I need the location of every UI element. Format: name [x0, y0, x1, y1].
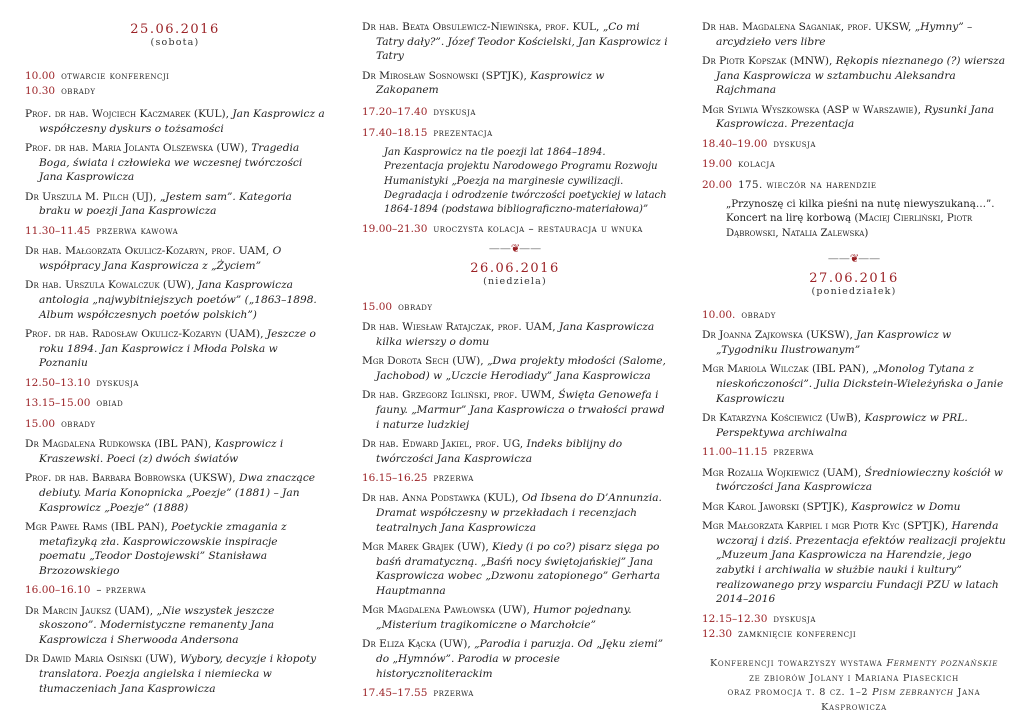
date-heading: 27.06.2016: [809, 270, 899, 286]
talk-item: [362, 320, 668, 349]
session-label: dyskusja: [96, 377, 139, 389]
talk-item: [362, 637, 668, 681]
talk-title: Poetyckie zmagania z metafizyką zła. Kasprowiczowskie inspiracje poematu „Teodor Dostojewski” Stanisława Brzozowskiego: [39, 520, 287, 577]
talk-title: Kiedy (i po co?) pisarz sięga po baśń dramatyczną. „Baśń nocy świętojańskiej” Jana Kasprowicza wobec „Dzwonu zatopionego” Gerharta Hauptmanna: [376, 541, 661, 598]
date-heading: 26.06.2016: [470, 260, 560, 276]
speaker: Dr Urszula M. Pilch (UJ),: [25, 190, 157, 203]
speaker: Mgr Marek Grajek (UW),: [362, 541, 489, 554]
foot-text: Jana Kasprowicza: [821, 687, 981, 713]
talk-title: Kasprowicz w Zakopanem: [376, 69, 605, 97]
talk-item: [702, 466, 1006, 495]
day-name: (niedziela): [483, 275, 547, 287]
speaker: Mgr Rozalia Wojkiewicz (UAM),: [702, 466, 862, 479]
presentation-description: Jan Kasprowicz na tle poezji lat 1864–1894. Prezentacja projektu Narodowego Programu Rozwoju Humanistyki „Poezja na marginesie cywilizacji. Degradacja i odrodzenie twórczości poetyckiej w latach 1864-1894 (podstawa bibliograficzno-materiałowa)”: [384, 147, 667, 215]
speaker: Mgr Magdalena Pawłowska (UW),: [362, 604, 530, 617]
talk-title: „Parodia i paruzja. Od „Jęku ziemi” do „Hymnów”. Parodia w procesie historycznoliterackim: [376, 638, 664, 680]
time: 10.00: [25, 70, 56, 82]
talk-item: [25, 244, 325, 273]
talk-item: [25, 437, 325, 466]
talk-title: Od Ibsena do D’Annunzia. Dramat współczesny w przekładach i recenzjach teatralnych Jana Kasprowicza: [376, 492, 662, 534]
talk-title: „Jestem sam”. Kategoria braku w poezji Jana Kasprowicza: [39, 190, 292, 218]
talk-title: „Monolog Tytana z nieskończoności”. Julia Dickstein-Wieleżyńska o Janie Kasprowiczu: [716, 363, 1004, 405]
session-label: dyskusja: [773, 138, 816, 150]
speaker: Dr hab. Grzegorz Igliński, prof. UWM,: [362, 389, 555, 402]
exhibition-note: [702, 657, 1006, 715]
time: 12.30: [702, 627, 733, 640]
ornament-divider: ——❦——: [488, 241, 542, 255]
talk-title: Indeks biblijny do twórczości Jana Kasprowicza: [376, 437, 623, 465]
foot-text: Konferencji towarzyszy wystawa: [709, 658, 883, 670]
speaker: Dr hab. Wiesław Ratajczak, prof. UAM,: [362, 321, 556, 334]
speaker: Dr hab. Beata Obsulewicz-Niewińska, prof. KUL,: [362, 21, 600, 33]
session-label: obrady: [398, 301, 433, 313]
session-label: dyskusja: [433, 107, 476, 119]
session-label: – przerwa: [96, 585, 147, 597]
talk-title: „Dwa projekty młodości (Salome, Jachobod) w „Uczcie Herodiady” Jana Kasprowicza: [376, 355, 666, 382]
speaker: Mgr Mariola Wilczak (IBL PAN),: [702, 363, 870, 376]
talk-item: [25, 327, 325, 371]
time: 11.30–11.45: [25, 224, 91, 237]
talk-title: Dwa znaczące debiuty. Maria Konopnicka „Poezje” (1881) – Jan Kasprowicz „Poezje” (1888): [39, 472, 316, 514]
speaker: Dr Marcin Jauksz (UAM),: [25, 604, 154, 617]
day-name: (sobota): [150, 37, 200, 48]
speaker: Dr Eliza Kącka (UW),: [362, 638, 471, 651]
talk-title: Święta Genowefa i fauny. „Marmur” Jana Kasprowicza o trwałości prawd i naturze ludzkiej: [376, 389, 665, 431]
talk-item: [25, 278, 325, 322]
ornament-divider: ——❦——: [827, 251, 881, 265]
speaker: Dr Mirosław Sosnowski (SPTJK),: [362, 69, 527, 82]
speaker: Dr hab. Edward Jakiel, prof. UG,: [362, 437, 524, 450]
talk-title: Harenda wczoraj i dziś. Prezentacja efektów realizacji projektu „Muzeum Jana Kasprowicza na Harendzie, jego zabytki i archiwalia w służbie nauki i kultury” realizowanego przy wsparciu Fundacji PZU w latach 2014–2016: [716, 519, 1006, 606]
talk-title: Jan Kasprowicz w „Tygodniku Ilustrowanym”: [716, 329, 952, 357]
time: 18.40–19.00: [702, 137, 768, 150]
talk-title: Rysunki Jana Kasprowicza. Prezentacja: [716, 103, 995, 131]
column-day-3: [702, 0, 1006, 725]
time: 10.00.: [702, 308, 736, 321]
speaker: Dr Joanna Zajkowska (UKSW),: [702, 329, 853, 342]
concert-text: „Przynoszę ci kilka pieśni na nutę niewyszukaną…”. Koncert na lirę korbową: [726, 199, 995, 225]
session-label: dyskusja: [773, 613, 816, 625]
session-label: 175. wieczór na harendzie: [738, 179, 877, 191]
session-label: prezentacja: [433, 127, 493, 139]
session-label: kolacja: [738, 159, 776, 171]
speaker: Mgr Małgorzata Karpiel i mgr Piotr Kyc (SPTJK),: [702, 519, 949, 532]
talk-item: [25, 107, 325, 136]
talk-title: Jeszcze o roku 1894. Jan Kasprowicz i Młoda Polska w Poznaniu: [39, 327, 316, 370]
time: 19.00–21.30: [362, 223, 428, 236]
session-label: zamknięcie konferencji: [738, 628, 857, 640]
talk-item: [362, 388, 668, 432]
talk-title: „Hymny” – arcydzieło vers libre: [716, 21, 973, 48]
talk-title: Humor pojednany. „Misterium tragikomiczne o Marchołcie”: [376, 604, 632, 632]
talk-item: [362, 540, 668, 599]
speaker: Dr Katarzyna Kościewicz (UwB),: [702, 412, 862, 425]
session-label: przerwa: [773, 447, 814, 459]
talk-title: O współpracy Jana Kasprowicza z „Życiem”: [39, 245, 282, 272]
talk-item: [702, 54, 1006, 98]
talk-item: [702, 20, 1006, 49]
talk-item: [362, 20, 668, 64]
talk-title: „Nie wszystek jeszcze skoszono”. Modernistyczne remanenty Jana Kasprowicza i Sherwooda Andersona: [39, 604, 275, 647]
time: 20.00: [702, 178, 733, 191]
talk-item: [25, 652, 325, 696]
speaker: Mgr Dorota Sech (UW),: [362, 355, 484, 368]
speaker: Dr Magdalena Rudkowska (IBL PAN),: [25, 438, 212, 451]
column-day-2: [362, 0, 668, 725]
speaker: Prof. dr hab. Wojciech Kaczmarek (KUL),: [25, 108, 230, 120]
performers: (Maciej Cierliński, Piotr Dąbrowski, Natalia Zalewska): [726, 213, 973, 239]
time: 10.30: [25, 85, 56, 97]
session-label: przerwa: [433, 472, 474, 484]
talk-title: Jana Kasprowicza kilka wierszy o domu: [376, 321, 655, 348]
session-label: uroczysta kolacja – restauracja u wnuka: [433, 224, 643, 236]
book-title: Pism zebranych: [872, 687, 954, 699]
speaker: Dr hab. Magdalena Saganiak, prof. UKSW,: [702, 21, 912, 33]
speaker: Dr hab. Urszula Kowalczuk (UW),: [25, 279, 195, 292]
talk-item: [702, 362, 1006, 406]
concert-description: [702, 198, 1006, 241]
talk-item: [702, 103, 1006, 132]
talk-title: Kasprowicz i Kraszewski. Poeci (z) dwóch światów: [39, 438, 284, 465]
time: 11.00–11.15: [702, 446, 768, 459]
talk-title: Kasprowicz w Domu: [851, 500, 961, 513]
talk-item: [362, 354, 668, 383]
talk-title: Jana Kasprowicza antologia „najwybitniejszych poetów” („1863–1898. Album współczesnych poetów polskich”): [39, 279, 317, 321]
time: 19.00: [702, 158, 733, 171]
day-name: (poniedziałek): [811, 285, 897, 297]
talk-item: [362, 491, 668, 535]
session-label: obrady: [741, 309, 776, 321]
speaker: Dr Dawid Maria Osiński (UW),: [25, 653, 177, 666]
session-label: obrady: [61, 418, 96, 430]
talk-item: [362, 437, 668, 466]
session-label: obiad: [96, 398, 124, 410]
talk-item: [25, 141, 325, 185]
time: 15.00: [25, 417, 56, 430]
time: 17.40–18.15: [362, 126, 428, 139]
talk-title: „Co mi Tatry dały?”. Józef Teodor Kościelski, Jan Kasprowicz i Tatry: [376, 21, 668, 63]
talk-title: Wybory, decyzje i kłopoty translatora. Poezja angielska i niemiecka w tłumaczeniach Jana Kasprowicza: [39, 653, 317, 695]
speaker: Dr hab. Małgorzata Okulicz-Kozaryn, prof. UAM,: [25, 245, 270, 258]
talk-item: [25, 604, 325, 648]
session-label: przerwa kawowa: [96, 225, 179, 237]
talk-title: Średniowieczny kościół w twórczości Jana Kasprowicza: [716, 466, 1003, 494]
speaker: Dr Piotr Kopszak (MNW),: [702, 55, 833, 67]
session-label: obrady: [61, 86, 96, 97]
speaker: Prof. dr hab. Maria Jolanta Olszewska (UW),: [25, 142, 248, 154]
talk-item: [362, 69, 668, 98]
time: 15.00: [362, 300, 393, 313]
time: 17.20–17.40: [362, 106, 428, 119]
talk-item: [25, 520, 325, 579]
foot-text: ze zbiorów Jolany i Mariana Piaseckich: [749, 672, 959, 684]
session-label: przerwa: [433, 688, 474, 700]
time: 12.50–13.10: [25, 376, 91, 389]
talk-item: [702, 500, 1006, 515]
talk-title: Rękopis nieznanego (?) wiersza Jana Kasprowicza w sztambuchu Aleksandra Rajchmana: [716, 55, 1006, 97]
time: 13.15–15.00: [25, 397, 91, 410]
exhibition-title: Fermenty poznańskie: [886, 658, 999, 670]
talk-title: Jan Kasprowicz a współczesny dyskurs o tożsamości: [39, 108, 325, 135]
time: 16.15–16.25: [362, 471, 428, 484]
talk-item: [362, 603, 668, 632]
speaker: Mgr Sylwia Wyszkowska (ASP w Warszawie),: [702, 103, 921, 116]
speaker: Dr hab. Anna Podstawka (KUL),: [362, 492, 519, 505]
time: 12.15–12.30: [702, 612, 768, 625]
speaker: Mgr Karol Jaworski (SPTJK),: [702, 500, 848, 513]
time: 17.45–17.55: [362, 687, 428, 700]
date-heading: 25.06.2016: [130, 22, 220, 37]
speaker: Prof. dr hab. Radosław Okulicz-Kozaryn (UAM),: [25, 327, 264, 340]
talk-title: Tragedia Boga, świata i człowieka we wczesnej twórczości Jana Kasprowicza: [39, 142, 303, 184]
talk-item: [702, 328, 1006, 357]
talk-title: Kasprowicz w PRL. Perspektywa archiwalna: [716, 412, 968, 439]
time: 16.00–16.10: [25, 584, 91, 597]
column-day-1: [25, 0, 325, 725]
talk-item: [25, 190, 325, 219]
talk-item: [702, 411, 1006, 440]
foot-text: oraz promocja t. 8 cz. 1–2: [727, 687, 869, 699]
talk-item: [702, 519, 1006, 607]
speaker: Mgr Paweł Rams (IBL PAN),: [25, 520, 168, 533]
session-label: otwarcie konferencji: [61, 71, 170, 82]
speaker: Prof. dr hab. Barbara Bobrowska (UKSW),: [25, 472, 236, 485]
talk-item: [25, 471, 325, 515]
